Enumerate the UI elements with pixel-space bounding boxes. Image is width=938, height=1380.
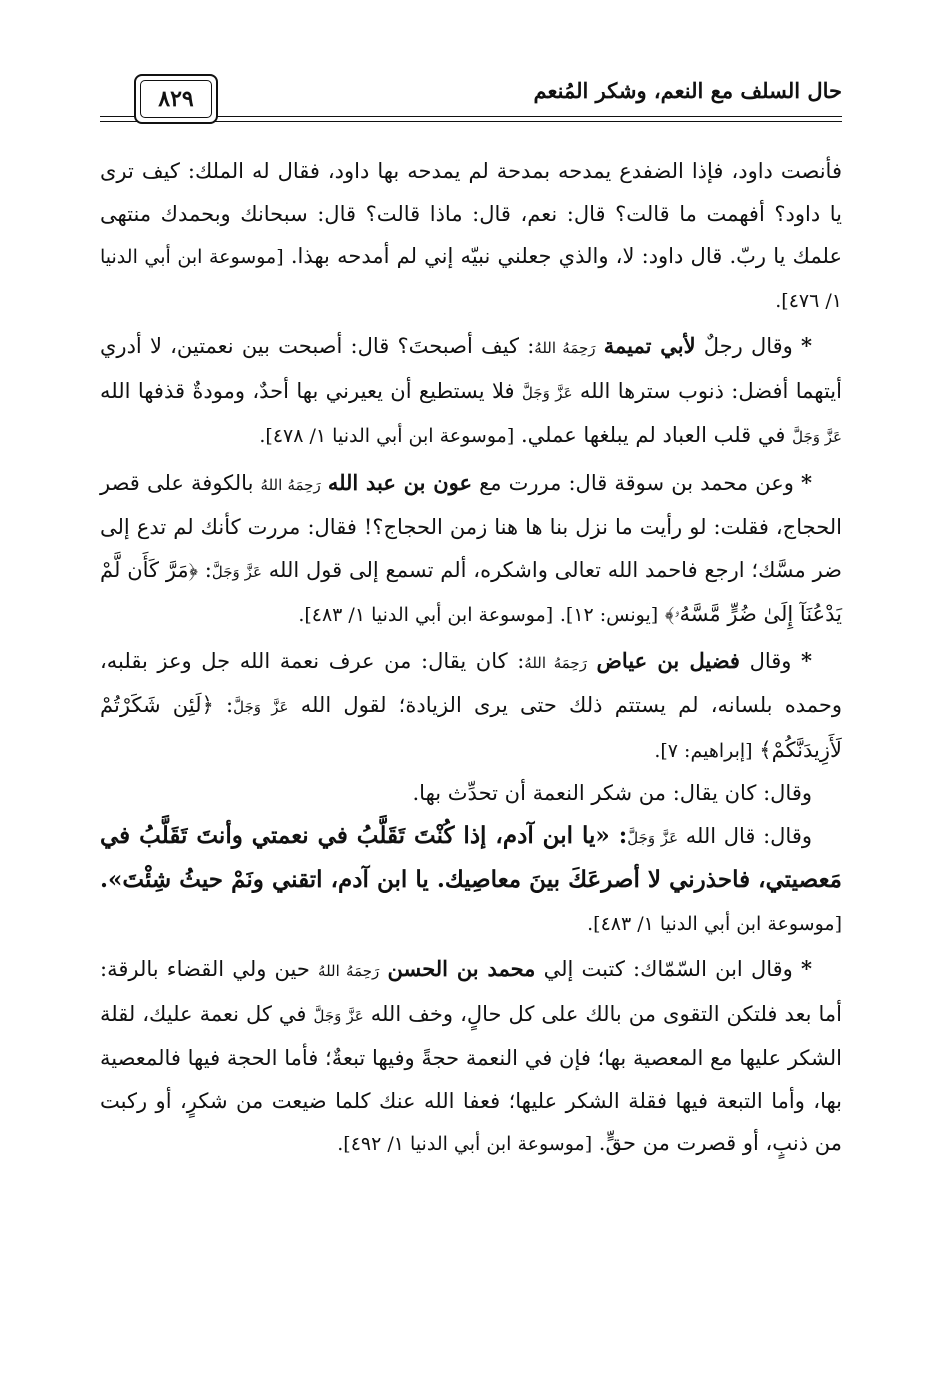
quran-verse: : ﴿لَئِن شَكَرْتُمْ لَأَزِيدَنَّكُمْ﴾ <box>100 693 842 762</box>
paragraph-3 <box>100 462 842 637</box>
running-title: حال السلف مع النعم، وشكر المُنعم <box>533 78 842 103</box>
bullet-mark: * <box>801 647 812 673</box>
source-citation: [موسوعة ابن أبي الدنيا ١/ ٤٧٨]. <box>259 425 515 447</box>
paragraph-text: فلا يستطيع أن يعيرني بها أحدٌ، ومودةٌ قذفها الله <box>100 378 515 403</box>
paragraph-1 <box>100 150 842 322</box>
paragraph-7 <box>100 948 842 1166</box>
source-citation: [موسوعة ابن أبي الدنيا ١/ ٤٩٢]. <box>337 1133 593 1155</box>
paragraph-text: نبيّه إني لم أمدحه بهذا. <box>290 244 491 268</box>
paragraph-text: قال: سبحانك وبحمدك منتهى علمك يا ربّ. قال داود: لا، والذي جعلني <box>100 201 842 268</box>
paragraph-text: وقال ابن السّمّاك: كتبت إلي <box>543 957 793 981</box>
paragraph-text: فأنصت داود، فإذا الضفدع يمدحه بمدحة لم يمدحه بها داود، فقال له <box>251 159 842 183</box>
bullet-mark: * <box>800 956 812 981</box>
paragraph-text: وعن محمد بن سوقة قال: مررت مع <box>479 470 794 495</box>
paragraph-text: الملك: كيف ترى يا داود؟ أفهمت ما قالت؟ قال: نعم، قال: ماذا قالت؟ <box>100 159 842 226</box>
blessing-glyph: عَزَّ وَجَلَّ <box>313 1006 364 1025</box>
paragraph-6 <box>100 815 842 946</box>
page-header <box>100 74 842 124</box>
paragraph-text: في كل نعمة عليك، لقلة الشكر عليها مع المعصية بها؛ فإن في النعمة حجةً وفيها تبعةٌ؛ فأما الحجة فيها فالمعصية بها، وأما التبعة فيها فقلة الشكر عليها؛ فعفا الله عنك كلما ضيعت من شكرٍ، أو ركبت من ذنبٍ، أو قصرت من حقٍّ. <box>100 1001 842 1155</box>
quran-verse: : ﴿مَرَّ كَأَن لَّمْ يَدْعُنَآ إِلَىٰ ضُرٍّ مَّسَّهُۥ﴾ <box>100 557 842 626</box>
paragraph-text: حين ولي القضاء بالرقة: أما بعد فلتكن التقوى من بالك على كل حالٍ، وخف الله <box>100 957 842 1026</box>
paragraph-text: في قلب العباد لم يبلغها عملي. <box>520 423 786 447</box>
page-number: ٨٢٩ <box>158 86 194 112</box>
blessing-glyph: عَزَّ وَجَلَّ <box>521 383 573 402</box>
bullet-mark: * <box>800 469 812 495</box>
blessing-glyph: رَحِمَهُ اللهُ <box>318 962 380 980</box>
paragraph-text: وقال رجلٌ <box>703 334 793 358</box>
paragraph-5 <box>100 772 842 815</box>
page-body <box>100 150 842 1166</box>
paragraph-text: وقال: كان يقال: من شكر النعمة أن تحدِّث بها. <box>412 781 812 805</box>
source-citation: [موسوعة ابن أبي الدنيا ١/ ٤٧٦]. <box>100 246 842 312</box>
paragraph-text: : كيف أصبحتَ؟ قال: أصبحت بين نعمتين، لا أدري أيتهما أفضل: ذنوب سترها الله <box>100 334 842 403</box>
blessing-glyph: عَزَّ وَجَلَّ <box>627 828 679 847</box>
paragraph-4 <box>100 640 842 773</box>
source-citation: [موسوعة ابن أبي الدنيا ١/ ٤٨٣]. <box>298 604 554 626</box>
blessing-glyph: رَحِمَهُ اللهُ <box>260 475 321 494</box>
person-name: محمد بن الحسن <box>387 956 536 981</box>
paragraph-text: : كان يقال: من عرف نعمة الله جل وعز بقلبه، وحمده بلسانه، لم يستتم ذلك حتى يرى الزيادة؛ لقول الله <box>100 648 842 717</box>
blessing-glyph: عَزَّ وَجَلَّ <box>211 562 262 581</box>
page-number-frame <box>134 74 218 124</box>
person-name: عون بن عبد الله <box>327 469 472 495</box>
source-citation: [موسوعة ابن أبي الدنيا ١/ ٤٨٣]. <box>587 912 842 935</box>
verse-reference: [يونس: ١٢]. <box>559 604 659 626</box>
paragraph-2 <box>100 325 842 459</box>
blessing-glyph: رَحِمَهُ اللهُ <box>534 339 596 357</box>
paragraph-text: وقال: قال الله <box>685 823 813 848</box>
person-name: فضيل بن عياض <box>596 647 740 673</box>
blessing-glyph: عَزَّ وَجَلَّ <box>233 698 289 716</box>
bullet-mark: * <box>801 333 812 358</box>
blessing-glyph: عَزَّ وَجَلَّ <box>792 428 842 446</box>
person-name: لأبي تميمة <box>603 333 696 358</box>
paragraph-text: وقال <box>749 648 792 673</box>
hadith-text: : «يا ابن آدم، إذا كُنْتَ تَقَلَّبُ في نعمتي وأنتَ تَقَلَّبُ في مَعصيتي، فاحذرني لا أصرعَكَ بينَ معاصِيك. يا ابن آدم، اتقني ونَمْ حيثُ شِئْتَ». <box>100 821 842 893</box>
verse-reference: [إبراهيم: ٧]. <box>654 739 753 762</box>
paragraph-text: بالكوفة على قصر الحجاج، فقلت: لو رأيت ما نزل بنا ها هنا زمن الحجاج؟! فقال: مررت كأنك لم تدع إلى ضر مسَّك؛ ارجع فاحمد الله تعالى واشكره، ألم تسمع إلى قول الله <box>100 470 842 582</box>
blessing-glyph: رَحِمَهُ اللهُ <box>524 653 587 672</box>
